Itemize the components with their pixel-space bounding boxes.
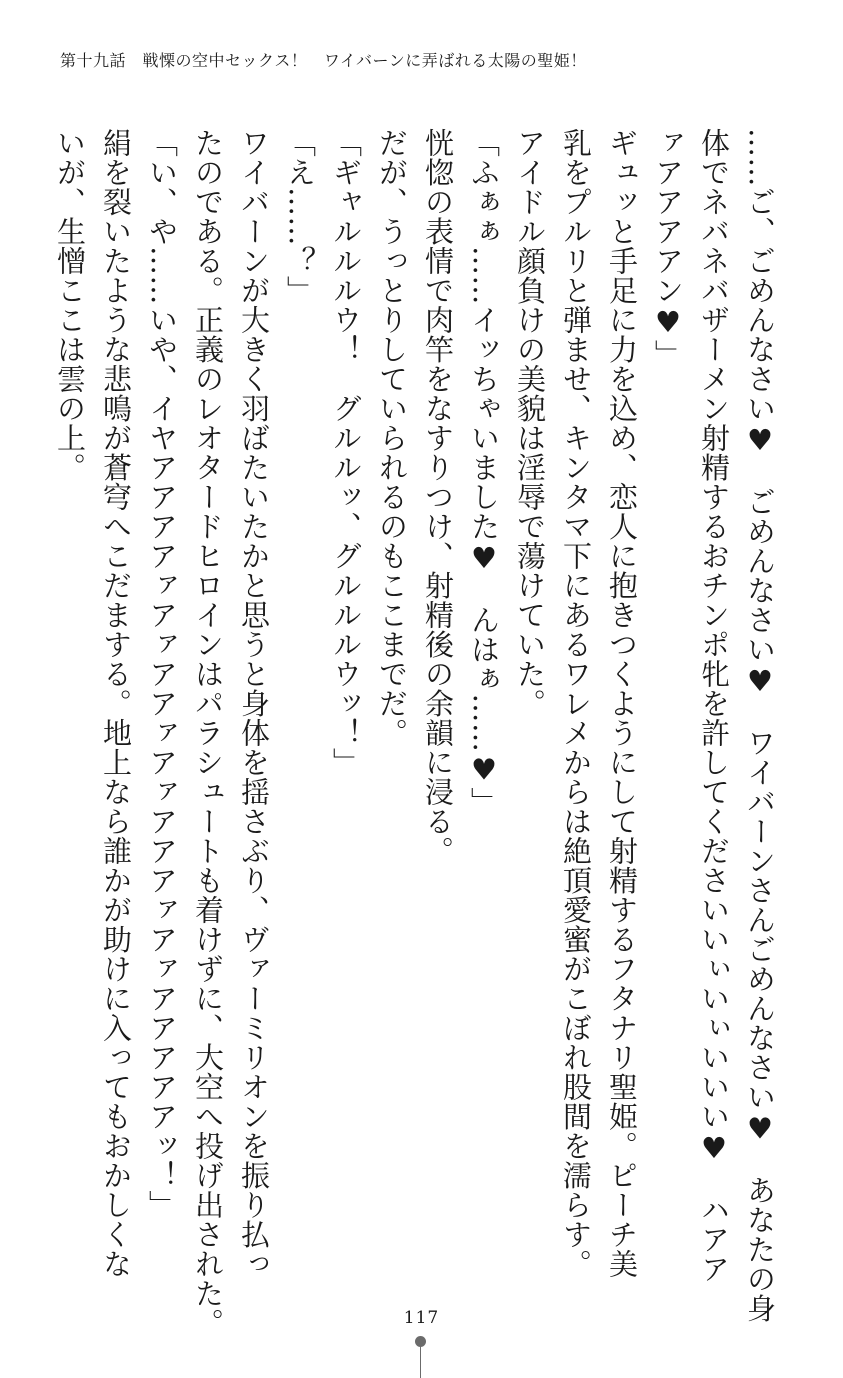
text-line: 乳をプルリと弾ませ、キンタマ下にあるワレメからは絶頂愛蜜がこぼれ股間を濡らす。 <box>559 128 593 1279</box>
text-line: 絹を裂いたような悲鳴が蒼穹へこだまする。地上なら誰かが助けに入ってもおかしくな <box>99 128 133 1279</box>
text-line: 体でネバネバザーメン射精するおチンポ牝を許してくださいいぃいぃいいい♥ ハアア <box>697 128 731 1284</box>
text-line: 「ギャルルルウ！ グルルッ、グルルルウッ！」 <box>329 128 363 777</box>
text-line: ワイバーンが大きく羽ばたいたかと思うと身体を揺さぶり、ヴァーミリオンを振り払っ <box>237 128 271 1279</box>
text-line: ……ご、ごめんなさい♥ ごめんなさい♥ ワイバーンさんごめんなさい♥ あなたの身 <box>743 128 777 1323</box>
text-line: 恍惚の表情で肉竿をなすりつけ、射精後の余韻に浸る。 <box>421 128 455 866</box>
folio-line-ornament <box>420 1346 421 1378</box>
text-line: アイドル顔負けの美貌は淫辱で蕩けていた。 <box>513 128 547 718</box>
text-line: たのである。正義のレオタードヒロインはパラシュートも着けずに、大空へ投げ出された。 <box>191 128 225 1338</box>
text-line: だが、うっとりしていられるのもここまでだ。 <box>375 128 409 748</box>
text-line: 「い、や……いや、イヤアアアアァアァアアァアァアアアァアァアアアアアッ！」 <box>145 128 179 1220</box>
text-line: 「ふぁぁ……イッちゃいました♥ んはぁ……♥」 <box>467 128 501 817</box>
page-number: 117 <box>403 1308 440 1328</box>
text-line: 「え……？」 <box>283 128 317 305</box>
text-line: ァアアアアン♥」 <box>651 128 685 369</box>
text-line: いが、生憎ここは雲の上。 <box>53 128 87 482</box>
running-title: 第十九話 戦慄の空中セックス！ ワイバーンに弄ばれる太陽の聖姫！ <box>60 51 587 70</box>
text-line: ギュッと手足に力を込め、恋人に抱きつくようにして射精するフタナリ聖姫。ピーチ美 <box>605 128 639 1279</box>
